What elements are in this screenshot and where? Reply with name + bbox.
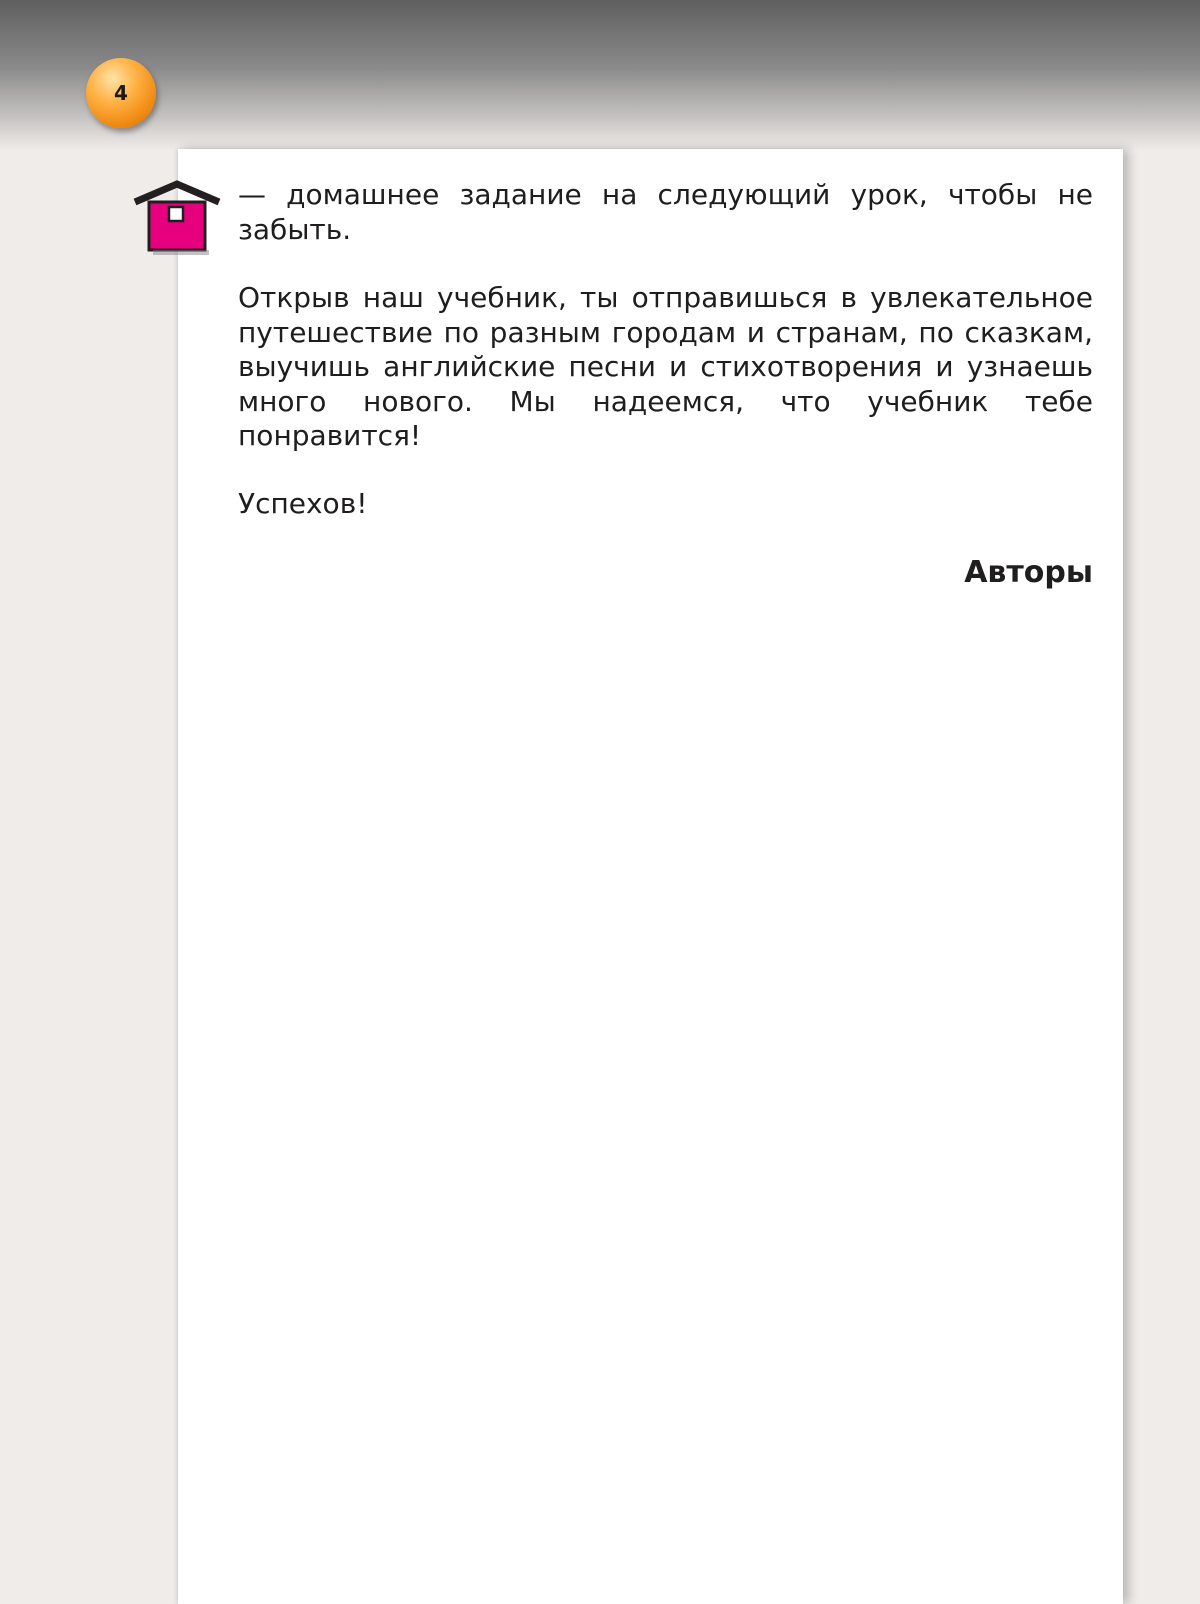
homework-note: — домашнее задание на следующий урок, чтобы не забыть. xyxy=(238,178,1093,246)
intro-paragraph: Открыв наш учебник, ты отправишься в увлекательное путешествие по разным городам и странам, по сказкам, выучишь английские песни и стихотворения и узнаешь много нового. Мы надеемся, что учебник тебе понравится! xyxy=(238,281,1093,452)
house-icon xyxy=(133,180,225,256)
wish-text: Успехов! xyxy=(238,487,368,520)
page-number-badge xyxy=(86,58,156,128)
page-number: 4 xyxy=(114,81,128,105)
top-header-band xyxy=(0,0,1200,150)
signature: Авторы xyxy=(964,555,1093,590)
